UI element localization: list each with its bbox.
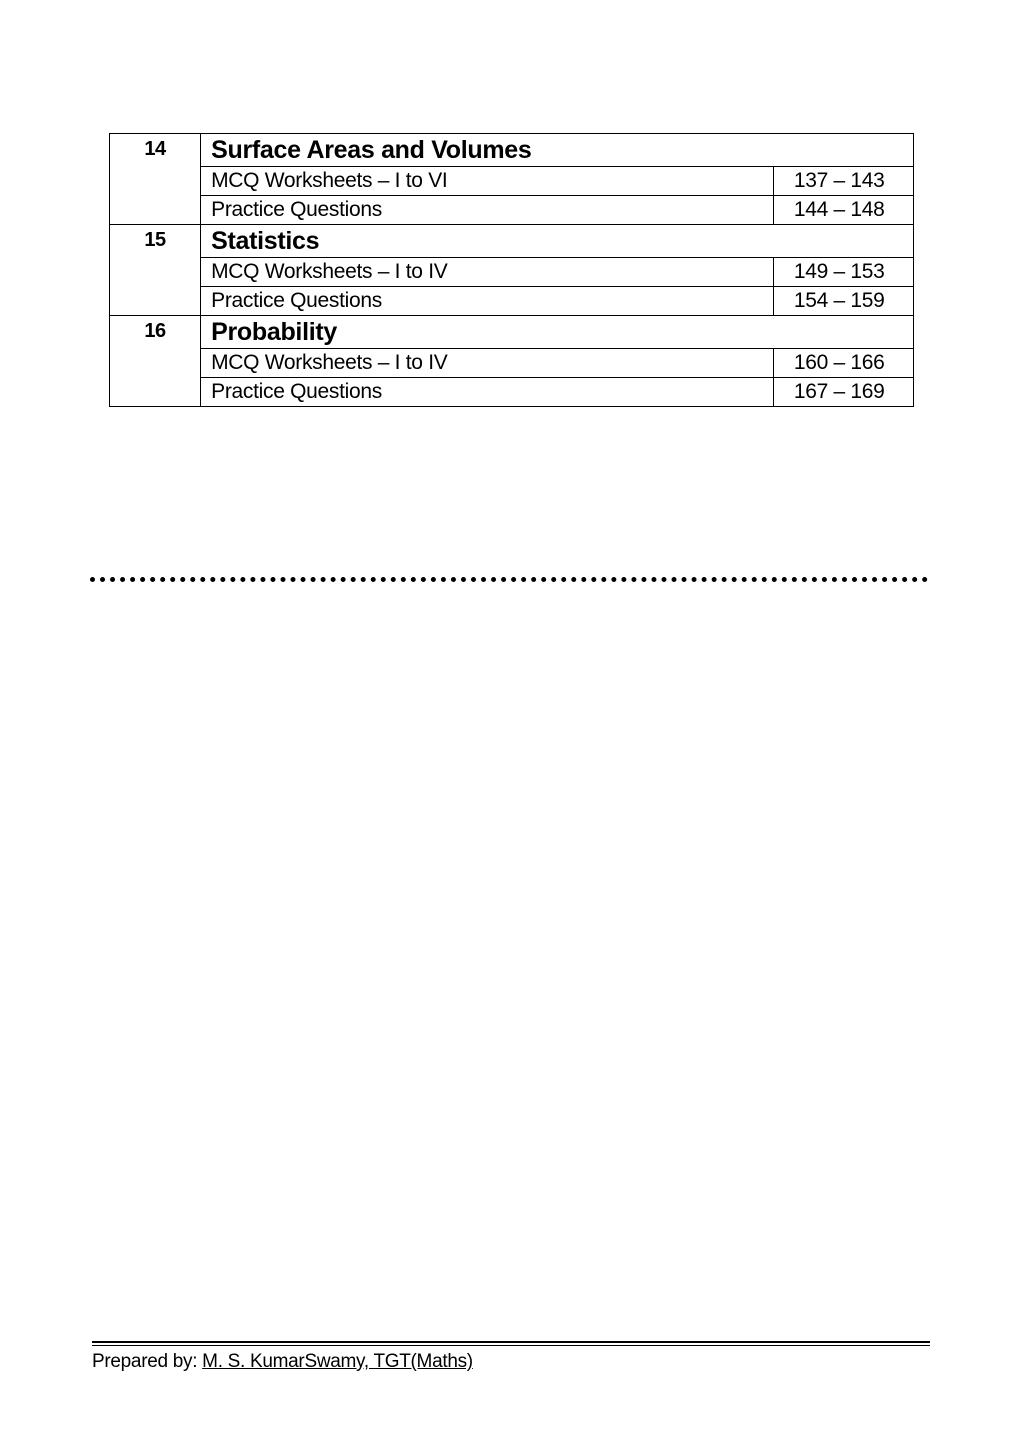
- chapter-number: 15: [110, 225, 201, 316]
- chapter-row: [110, 134, 914, 167]
- item-pages: 154 – 159: [773, 287, 913, 316]
- item-pages: 149 – 153: [773, 258, 913, 287]
- footer-author: M. S. KumarSwamy, TGT(Maths): [202, 1351, 473, 1372]
- item-pages: 137 – 143: [773, 167, 913, 196]
- footer: [92, 1351, 473, 1373]
- table-row: [110, 349, 914, 378]
- table-row: [110, 258, 914, 287]
- item-pages: 160 – 166: [773, 349, 913, 378]
- footer-prefix: Prepared by:: [92, 1351, 203, 1372]
- chapter-number: 16: [110, 316, 201, 407]
- item-label: MCQ Worksheets – I to VI: [201, 167, 774, 196]
- chapter-title: Probability: [201, 316, 914, 349]
- item-pages: 167 – 169: [773, 378, 913, 407]
- table-row: [110, 196, 914, 225]
- chapter-number: 14: [110, 134, 201, 225]
- table-row: [110, 287, 914, 316]
- chapter-row: [110, 316, 914, 349]
- chapter-title: Surface Areas and Volumes: [201, 134, 914, 167]
- item-label: Practice Questions: [201, 196, 774, 225]
- item-label: Practice Questions: [201, 287, 774, 316]
- chapter-title: Statistics: [201, 225, 914, 258]
- dotted-divider: [90, 577, 928, 582]
- table-of-contents: [109, 133, 914, 407]
- item-label: MCQ Worksheets – I to IV: [201, 258, 774, 287]
- item-label: Practice Questions: [201, 378, 774, 407]
- footer-divider: [92, 1341, 930, 1346]
- chapter-row: [110, 225, 914, 258]
- table-row: [110, 378, 914, 407]
- item-label: MCQ Worksheets – I to IV: [201, 349, 774, 378]
- table-row: [110, 167, 914, 196]
- item-pages: 144 – 148: [773, 196, 913, 225]
